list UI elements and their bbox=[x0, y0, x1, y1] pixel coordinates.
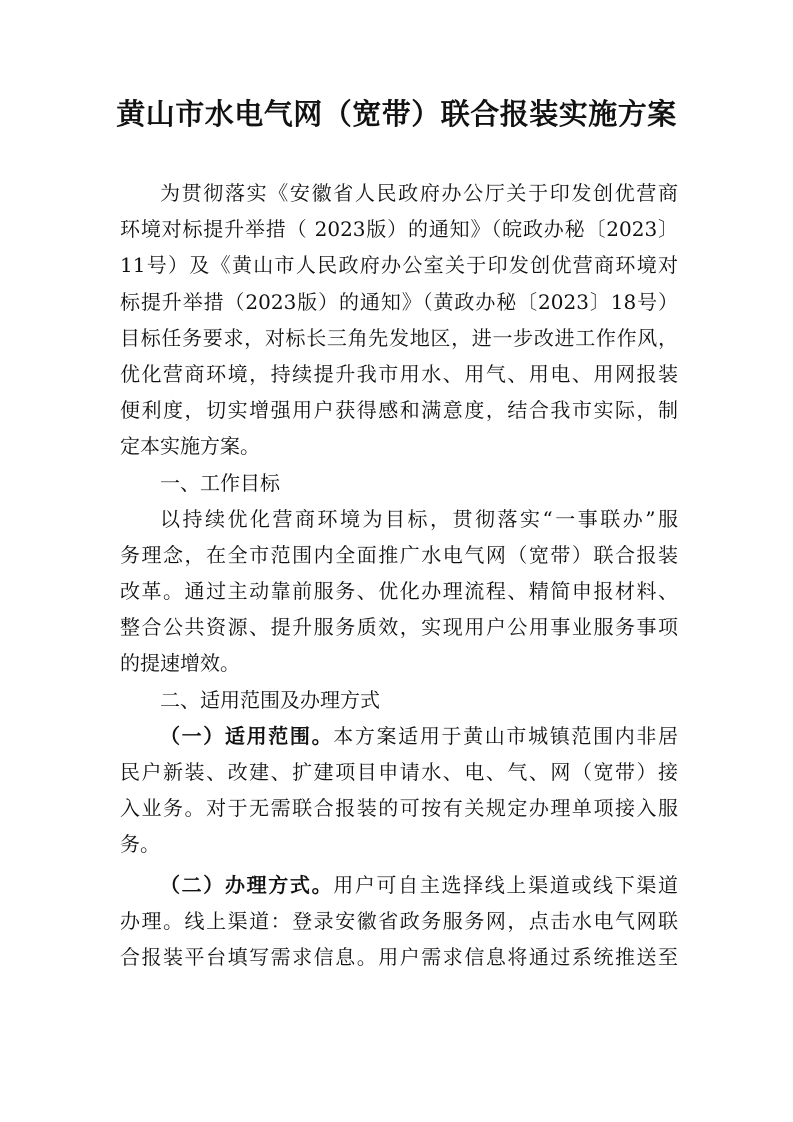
paragraph-line: 以持续优化营商环境为目标，贯彻落实“一事联办”服 bbox=[160, 506, 678, 531]
paragraph-line: 目标任务要求，对标长三角先发地区，进一步改进工作作风， bbox=[120, 325, 678, 350]
item-label: （一）适用范围。 bbox=[160, 723, 334, 748]
paragraph-line bbox=[120, 867, 678, 903]
item-text: 用户可自主选择线上渠道或线下渠道 bbox=[333, 872, 678, 897]
paragraph-line: 定本实施方案。 bbox=[120, 434, 260, 459]
item-label: （二）办理方式。 bbox=[160, 872, 334, 897]
paragraph-line: 入业务。对于无需联合报装的可按有关规定办理单项接入服 bbox=[120, 796, 678, 821]
section2-item1-paragraph bbox=[120, 718, 678, 863]
paragraph-line: 环境对标提升举措（ 2023版）的通知》（皖政办秘〔2023〕 bbox=[120, 217, 678, 242]
paragraph-line: 改革。通过主动靠前服务、优化办理流程、精简申报材料、 bbox=[120, 579, 678, 604]
intro-paragraph bbox=[120, 175, 678, 465]
document-title: 黄山市水电气网（宽带）联合报装实施方案 bbox=[116, 97, 677, 131]
paragraph-line: 的提速增效。 bbox=[120, 651, 240, 676]
section-heading-scope: 二、适用范围及办理方式 bbox=[160, 687, 380, 712]
paragraph-line: 民户新装、改建、扩建项目申请水、电、气、网（宽带）接 bbox=[120, 760, 678, 784]
document-body bbox=[120, 175, 678, 975]
item-text: 本方案适用于黄山市城镇范围内非居 bbox=[333, 723, 678, 748]
paragraph-line: 为贯彻落实《安徽省人民政府办公厅关于印发创优营商 bbox=[160, 181, 678, 205]
paragraph-line: 便利度，切实增强用户获得感和满意度，结合我市实际，制 bbox=[120, 398, 678, 423]
section1-paragraph bbox=[120, 501, 678, 682]
section-heading-goals: 一、工作目标 bbox=[160, 470, 280, 495]
paragraph-line bbox=[120, 718, 678, 754]
paragraph-line: 11号）及《黄山市人民政府办公室关于印发创优营商环境对 bbox=[120, 253, 678, 278]
paragraph-line: 标提升举措（2023版）的通知》（黄政办秘〔2023〕18号） bbox=[120, 289, 678, 314]
paragraph-line: 优化营商环境，持续提升我市用水、用气、用电、用网报装 bbox=[120, 361, 678, 386]
paragraph-line: 办理。线上渠道：登录安徽省政务服务网，点击水电气网联 bbox=[120, 908, 678, 933]
paragraph-line: 整合公共资源、提升服务质效，实现用户公用事业服务事项 bbox=[120, 615, 678, 640]
section2-item2-paragraph bbox=[120, 867, 678, 976]
paragraph-line: 务。 bbox=[120, 832, 160, 857]
paragraph-line: 务理念，在全市范围内全面推广水电气网（宽带）联合报装 bbox=[120, 542, 678, 567]
paragraph-line: 合报装平台填写需求信息。用户需求信息将通过系统推送至 bbox=[120, 944, 678, 969]
